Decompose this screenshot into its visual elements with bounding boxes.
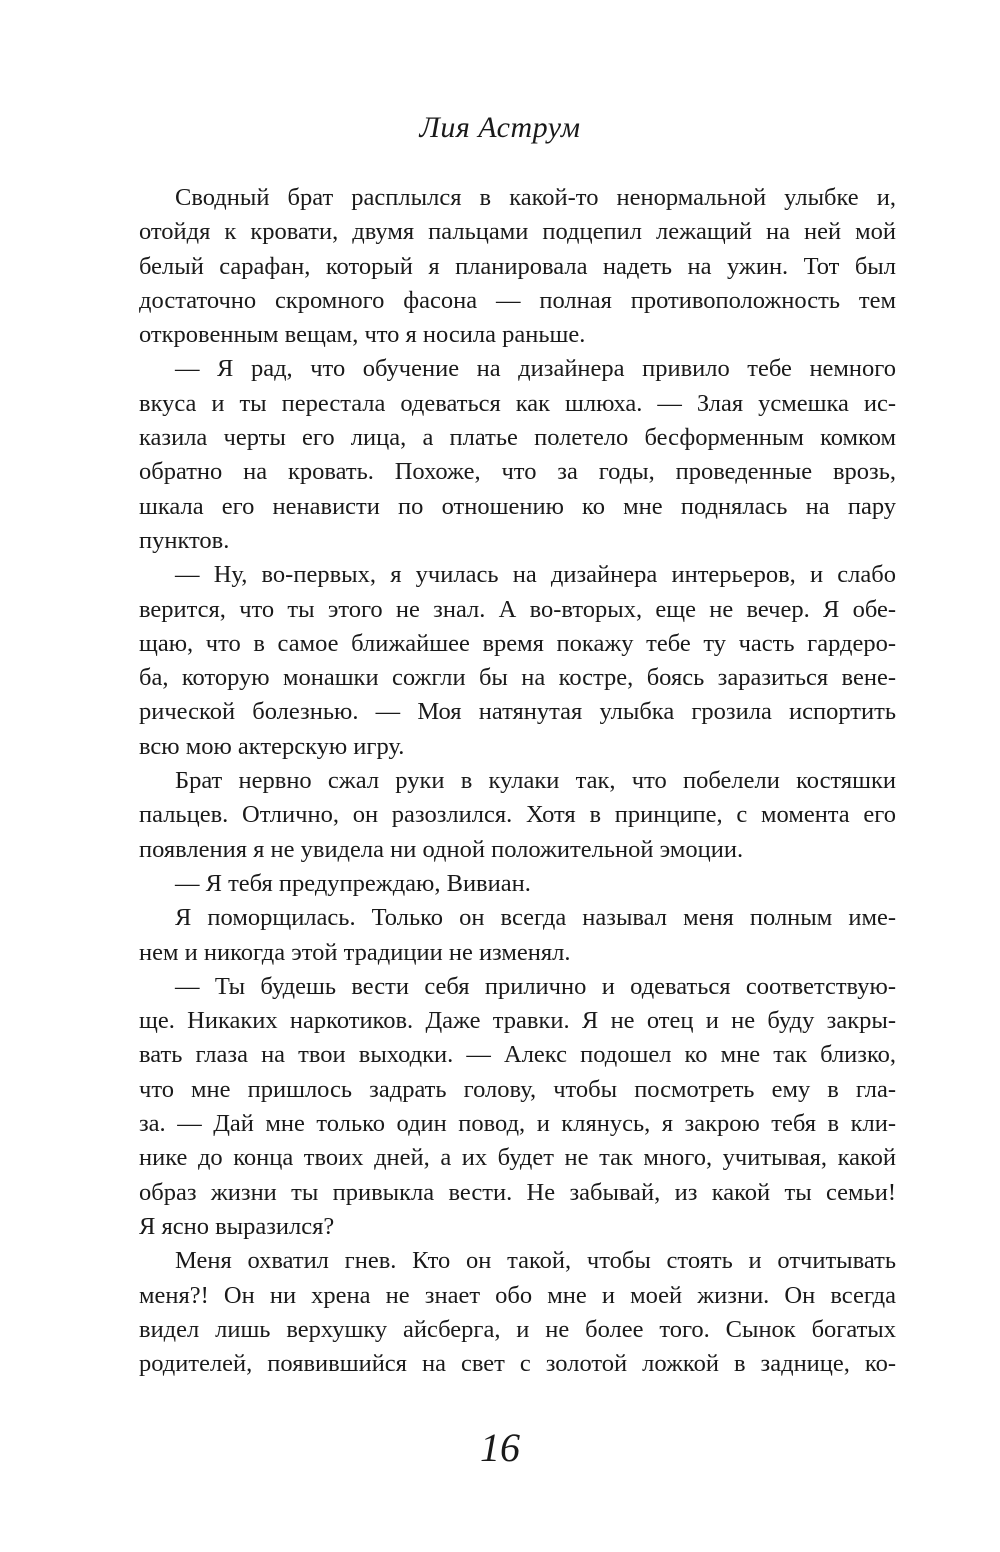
text-line: Меня охватил гнев. Кто он такой, чтобы стоять и отчитывать xyxy=(175,1247,896,1275)
page-number: 16 xyxy=(480,1425,520,1470)
text-line: пальцев. Отлично, он разозлился. Хотя в принципе, с момента его xyxy=(139,801,896,829)
text-line: образ жизни ты привыкла вести. Не забывай, из какой ты семьи! xyxy=(139,1178,896,1206)
text-line: белый сарафан, который я планировала надеть на ужин. Тот был xyxy=(139,252,896,280)
running-header-author: Лия Аструм xyxy=(419,111,581,144)
text-line: щаю, что в самое ближайшее время покажу тебе ту часть гардеро- xyxy=(139,629,896,657)
text-line: откровенным вещам, что я носила раньше. xyxy=(139,321,586,349)
text-line: ще. Никаких наркотиков. Даже травки. Я не отец и не буду закры- xyxy=(139,1007,896,1035)
text-line: видел лишь верхушку айсберга, и не более того. Сынок богатых xyxy=(139,1315,896,1343)
text-line: ба, которую монашки сожгли бы на костре, боясь заразиться вене- xyxy=(139,664,896,692)
text-line: Я поморщилась. Только он всегда называл меня полным име- xyxy=(175,904,896,932)
text-line: отойдя к кровати, двумя пальцами подцепил лежащий на ней мой xyxy=(139,218,896,246)
text-line: — Ты будешь вести себя прилично и одеваться соответствую- xyxy=(175,972,896,1000)
text-line: пунктов. xyxy=(139,526,230,554)
text-line: вать глаза на твои выходки. — Алекс подошел ко мне так близко, xyxy=(139,1041,896,1069)
text-line: нике до конца твоих дней, а их будет не так много, учитывая, какой xyxy=(139,1144,896,1172)
text-line: появления я не увидела ни одной положительной эмоции. xyxy=(139,835,744,863)
text-line: казила черты его лица, а платье полетело бесформенным комком xyxy=(139,424,896,452)
text-line: шкала его ненависти по отношению ко мне поднялась на пару xyxy=(139,492,896,520)
text-line: верится, что ты этого не знал. А во-вторых, еще не вечер. Я обе- xyxy=(139,595,896,623)
text-line: обратно на кровать. Похоже, что за годы, проведенные врозь, xyxy=(139,458,896,486)
text-line: меня?! Он ни хрена не знает обо мне и моей жизни. Он всегда xyxy=(139,1281,896,1309)
text-line: Я ясно выразился? xyxy=(139,1212,335,1240)
text-line: — Я рад, что обучение на дизайнера привило тебе немного xyxy=(175,355,896,383)
text-line: за. — Дай мне только один повод, и клянусь, я закрою тебя в кли- xyxy=(139,1110,896,1138)
text-line: что мне пришлось задрать голову, чтобы посмотреть ему в гла- xyxy=(139,1075,896,1103)
text-line: вкуса и ты перестала одеваться как шлюха. — Злая усмешка ис- xyxy=(139,389,896,417)
text-line: Брат нервно сжал руки в кулаки так, что побелели костяшки xyxy=(175,767,896,795)
text-line: рической болезнью. — Моя натянутая улыбка грозила испортить xyxy=(139,698,896,726)
body-text xyxy=(139,181,896,1378)
text-line: — Ну, во-первых, я училась на дизайнера интерьеров, и слабо xyxy=(175,561,896,589)
text-line: родителей, появившийся на свет с золотой ложкой в заднице, ко- xyxy=(139,1350,896,1378)
text-line: всю мою актерскую игру. xyxy=(139,732,405,760)
text-line: нем и никогда этой традиции не изменял. xyxy=(139,938,571,966)
text-line: — Я тебя предупреждаю, Вивиан. xyxy=(175,869,531,897)
text-line: достаточно скромного фасона — полная противоположность тем xyxy=(139,286,896,314)
text-line: Сводный брат расплылся в какой-то ненормальной улыбке и, xyxy=(175,184,896,211)
